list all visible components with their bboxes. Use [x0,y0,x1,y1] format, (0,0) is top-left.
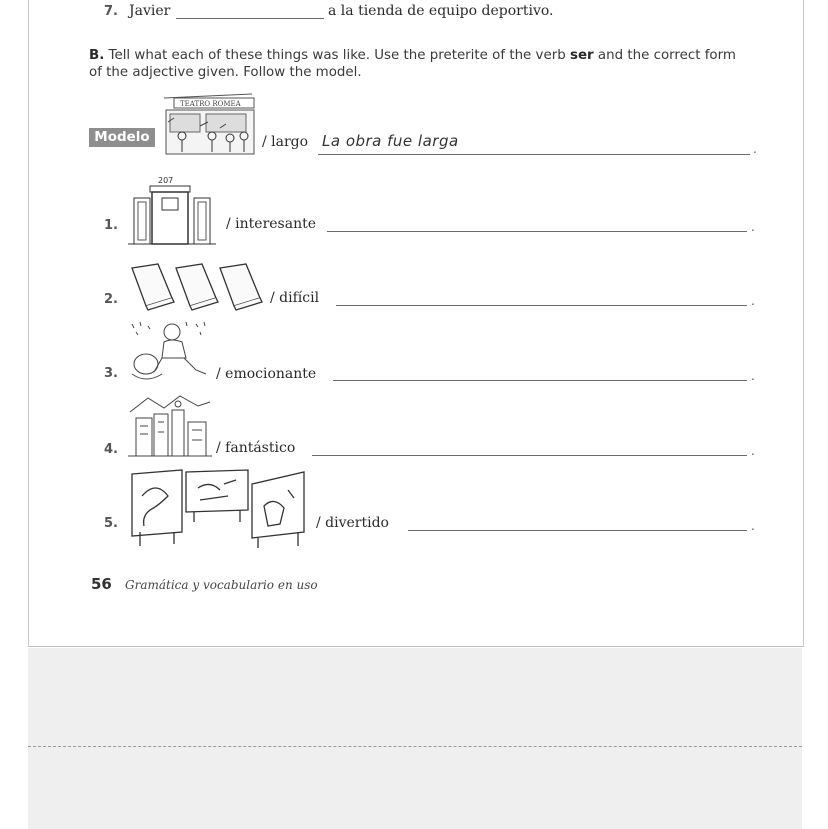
model-period: . [753,142,757,156]
instruction-post: and the correct form of the adjective given. Follow the model. [89,48,736,80]
item-number-3: 3. [104,366,118,381]
football-player-picture [126,318,216,386]
book-title: Gramática y vocabulario en uso [125,578,318,592]
model-answer: La obra fue larga [322,132,459,150]
page-number: 56 [91,575,112,593]
item-7-name: Javier [129,3,171,19]
item-1-adjective: / interesante [226,216,317,232]
item-5-adjective: / divertido [316,515,389,531]
item-4-adjective: / fantástico [216,440,296,456]
item-number-2: 2. [104,292,118,307]
theater-picture [160,92,258,158]
item-number-7: 7. [104,4,118,19]
item-number-5: 5. [104,516,118,531]
modelo-label: Modelo [89,128,155,147]
model-answer-line [318,154,750,155]
item-number-1: 1. [104,218,118,233]
three-paintings-picture [128,466,310,550]
answer-line-3[interactable] [333,380,747,381]
city-scene-picture [128,392,212,464]
item-7-text: a la tienda de equipo deportivo. [328,3,554,19]
theater-sign-text: TEATRO ROMEA [180,100,241,108]
classroom-door-picture [128,174,216,248]
item-3-adjective: / emocionante [216,366,317,382]
answer-line-2[interactable] [336,305,747,306]
model-adjective: / largo [262,134,309,150]
answer-line-7[interactable] [176,18,324,19]
instruction-verb: ser [569,48,594,63]
page-break-divider [28,746,802,747]
answer-line-5[interactable] [408,530,747,531]
door-number: 207 [158,176,174,185]
item-3-period: . [751,369,755,383]
section-b-instruction [89,47,749,81]
item-4-period: . [751,444,755,458]
three-books-picture [128,262,268,312]
instruction-pre: Tell what each of these things was like. Use the preterite of the verb [104,48,570,63]
answer-line-1[interactable] [327,231,747,232]
item-2-period: . [751,294,755,308]
item-number-4: 4. [104,442,118,457]
answer-line-4[interactable] [312,455,747,456]
item-5-period: . [751,519,755,533]
section-letter: B. [89,48,105,63]
item-2-adjective: / difícil [270,290,320,306]
viewer-gap-area [28,648,802,829]
item-1-period: . [751,220,755,234]
